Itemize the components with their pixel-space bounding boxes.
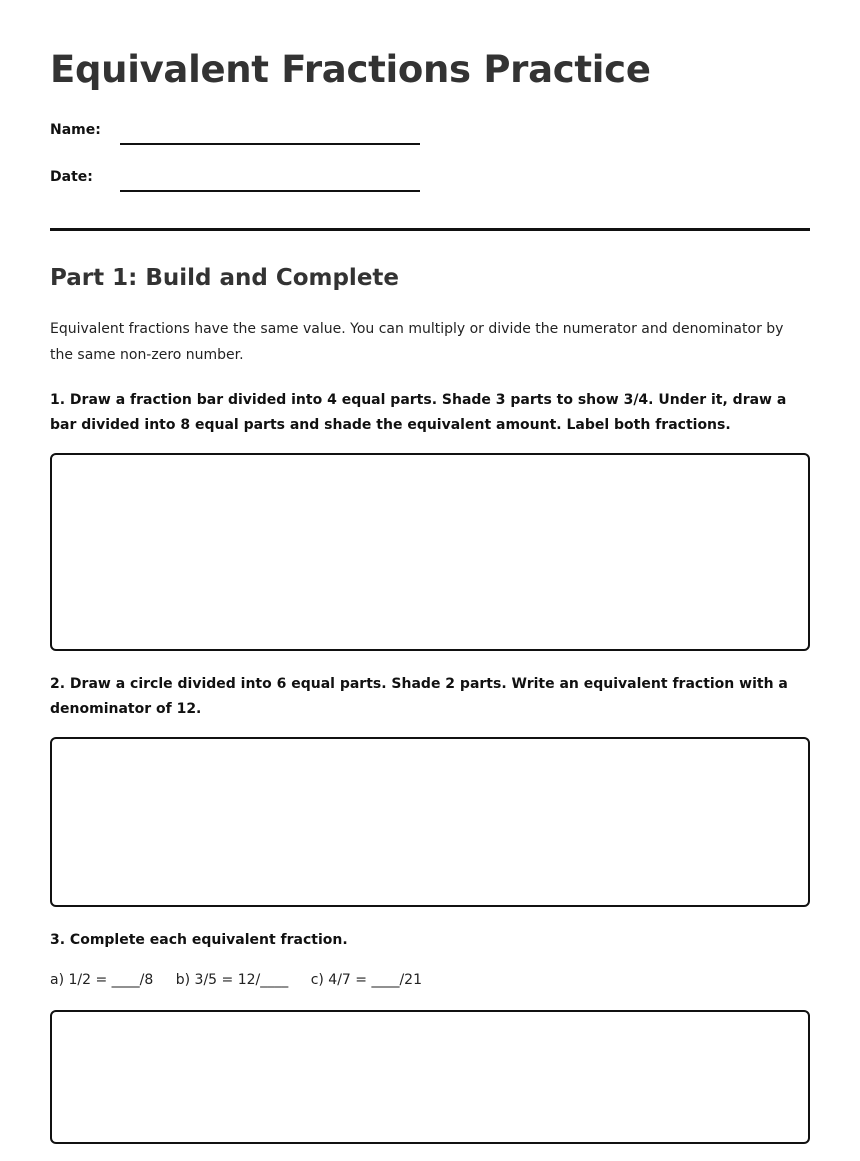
question-3-item-c: c) 4/7 = ____/21 (310, 972, 422, 988)
question-3-item-a: a) 1/2 = ____/8 (50, 972, 154, 988)
intro-text: Equivalent fractions have the same value. You can multiply or divide the numerator and denominator by the same non-zero number. (50, 321, 784, 363)
question-1-answer-box[interactable] (50, 453, 810, 651)
page-title: Equivalent Fractions Practice (50, 48, 651, 91)
name-field[interactable] (120, 143, 420, 145)
question-3-item-b: b) 3/5 = 12/____ (175, 972, 289, 988)
date-field[interactable] (120, 190, 420, 192)
question-3-prompt: 3. Complete each equivalent fraction. (50, 932, 348, 948)
date-label: Date: (50, 169, 93, 185)
section-title: Part 1: Build and Complete (50, 265, 400, 291)
header-divider (50, 228, 810, 231)
question-3-answer-box[interactable] (50, 1010, 810, 1144)
question-1-prompt: 1. Draw a fraction bar divided into 4 equal parts. Shade 3 parts to show 3/4. Under it, draw a bar divided into 8 equal parts and shade the equivalent amount. Label both fractions. (50, 392, 787, 433)
question-2-answer-box[interactable] (50, 737, 810, 907)
question-3-items (50, 972, 440, 988)
question-2-prompt: 2. Draw a circle divided into 6 equal parts. Shade 2 parts. Write an equivalent fraction with a denominator of 12. (50, 676, 788, 717)
name-label: Name: (50, 122, 101, 138)
